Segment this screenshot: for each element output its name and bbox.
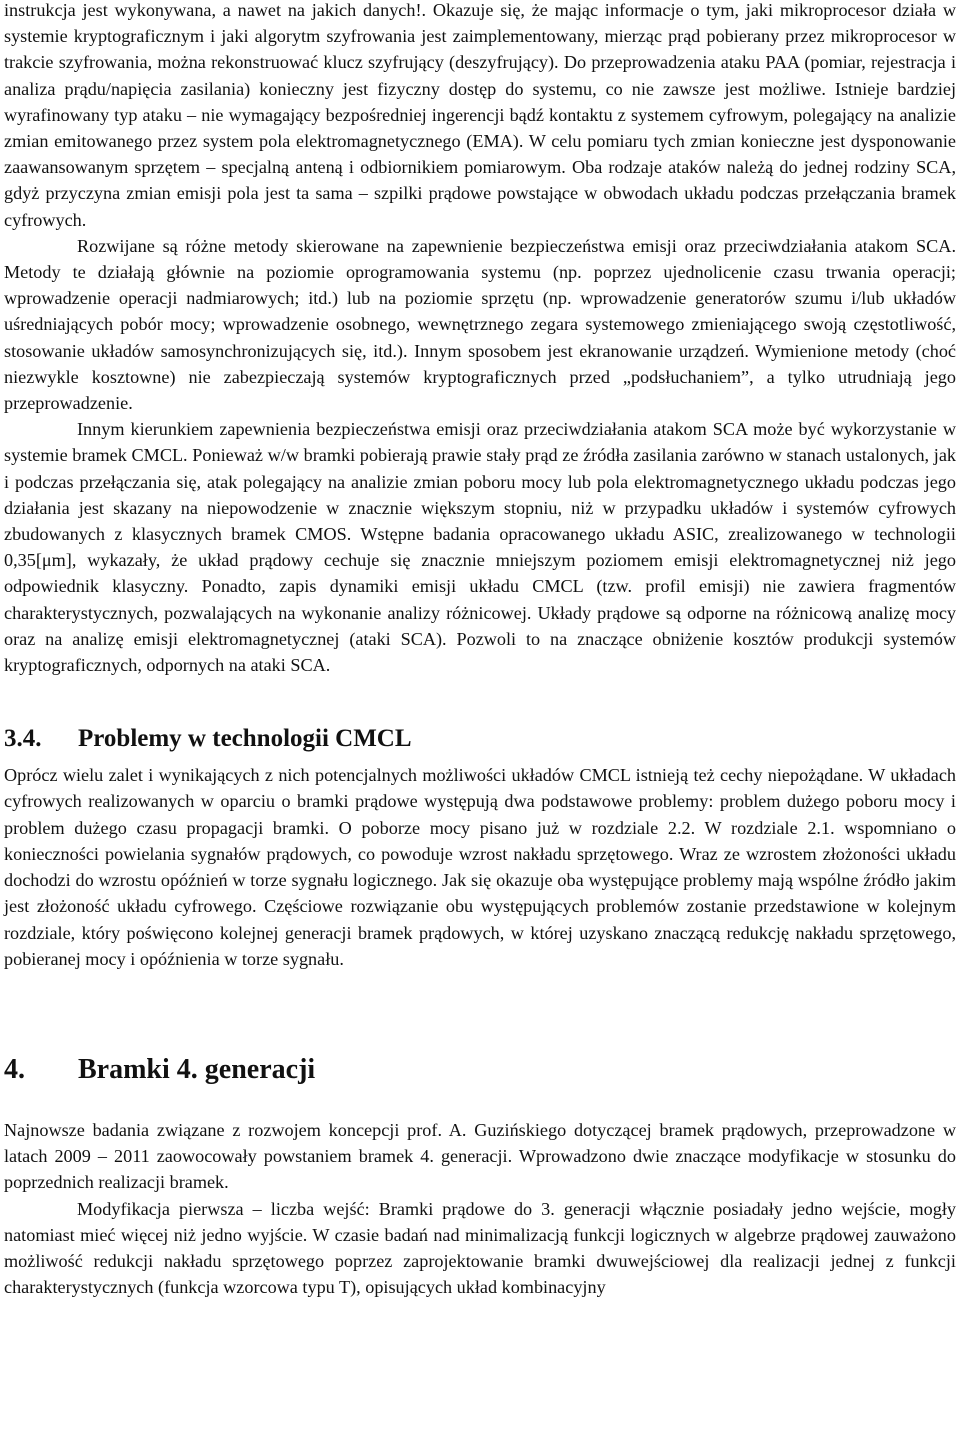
spacer — [4, 678, 956, 724]
section-title: Problemy w technologii CMCL — [78, 725, 412, 753]
chapter-number: 4. — [4, 1053, 25, 1085]
spacer — [4, 754, 956, 762]
document-page — [4, 0, 956, 1300]
paragraph-emission-attacks: instrukcja jest wykonywana, a nawet na jakich danych!. Okazuje się, że mając informacje o tym, jaki mikroprocesor działa w systemie kryptograficznym i jaki algorytm szyfrowania jest zaimplementowany, mierząc prąd pobierany przez mikroprocesor w trakcie szyfrowania, można rekonstruować klucz szyfrujący (deszyfrujący). Do przeprowadzenia ataku PAA (pomiar, rejestracja i analiza prądu/napięcia zasilania) konieczny jest fizyczny dostęp do systemu, co nie zawsze jest możliwe. Istnieje bardziej wyrafinowany typ ataku – nie wymagający bezpośredniej ingerencji bądź kontaktu z systemem cyfrowym, polegający na analizie zmian emitowanego przez system pola elektromagnetycznego (EMA). W celu pomiaru tych zmian konieczne jest dysponowanie zaawansowanym sprzętem – specjalną anteną i odbiornikiem pomiarowym. Oba rodzaje ataków należą do jednej rodziny SCA, gdyż przyczyna zmian emisji pola jest ta sama – szpilki prądowe powstające w obwodach układu podczas przełączania bramek cyfrowych. — [4, 0, 956, 230]
spacer — [4, 972, 956, 1053]
paragraph-cmcl-security: Innym kierunkiem zapewnienia bezpieczeństwa emisji oraz przeciwdziałania atakom SCA może być wykorzystanie w systemie bramek CMCL. Ponieważ w/w bramki pobierają prawie stały prąd ze źródła zasilania zarówno w stanach ustalonych, jak i podczas przełączania się, atak polegający na analizie zmian poboru mocy lub pola elektromagnetycznego układu podczas jego działania jest skazany na niepowodzenie w znacznie większym stopniu, niż w przypadku układów i systemów cyfrowych zbudowanych z klasycznych bramek CMOS. Wstępne badania opracowanego układu ASIC, zrealizowanego w technologii 0,35[μm], wykazały, że układ prądowy cechuje się znacznie mniejszym poziomem emisji elektromagnetycznej niż jego odpowiednik klasyczny. Ponadto, zapis dynamiki emisji układu CMCL (tzw. profil emisji) nie zawiera fragmentów charakterystycznych, pozwalających na wykonanie analizy różnicowej. Układy prądowe są odporne na różnicową analizę mocy oraz na analizę emisji elektromagnetycznej (ataki SCA). Pozwoli to na znaczące obniżenie kosztów produkcji systemów kryptograficznych, odpornych na ataki SCA. — [4, 419, 956, 676]
paragraph-gen4-intro: Najnowsze badania związane z rozwojem koncepcji prof. A. Guzińskiego dotyczącej bramek prądowych, przeprowadzone w latach 2009 – 2011 zaowocowały powstaniem bramek 4. generacji. Wprowadzono dwie znaczące modyfikacje w stosunku do poprzednich realizacji bramek. — [4, 1119, 956, 1193]
paragraph-gen4-modification: Modyfikacja pierwsza – liczba wejść: Bramki prądowe do 3. generacji włącznie posiadały jedno wejście, mogły natomiast mieć więcej niż jedno wyjście. W czasie badań nad minimalizacją funkcji logicznych w algebrze prądowej zauważono możliwość redukcji nakładu sprzętowego poprzez zaprojektowanie bramki dwuwejściowej dla realizacji jednej z funkcji charakterystycznych (funkcja wzorcowa typu T), opisujących układ kombinacyjny — [4, 1198, 956, 1298]
section-number: 3.4. — [4, 725, 42, 753]
paragraph-cmcl-problems: Oprócz wielu zalet i wynikających z nich potencjalnych możliwości układów CMCL istnieją też cechy niepożądane. W układach cyfrowych realizowanych w oparciu o bramki prądowe występują dwa podstawowe problemy: problem dużego poboru mocy i problem dużego czasu propagacji bramki. O poborze mocy pisano już w rozdziale 2.2. W rozdziale 2.1. wspomniano o konieczności powielania sygnałów prądowych, co powoduje wzrost nakładu sprzętowego. Wraz ze wzrostem złożoności układu dochodzi do wzrostu opóźnień w torze sygnału logicznego. Jak się okazuje oba występujące problemy mają wspólne źródło jakim jest złożoność układu cyfrowego. Częściowe rozwiązanie obu występujących problemów zostanie przedstawione w kolejnym rozdziale, który poświęcono kolejnej generacji bramek prądowych, w której uzyskano znaczącą redukcję nakładu sprzętowego, pobieranej mocy i opóźnienia w torze sygnału. — [4, 765, 956, 969]
spacer — [4, 1087, 956, 1117]
paragraph-countermeasures: Rozwijane są różne metody skierowane na zapewnienie bezpieczeństwa emisji oraz przeciwdziałania atakom SCA. Metody te działają głównie na poziomie oprogramowania systemu (np. poprzez ujednolicenie czasu trwania operacji; wprowadzenie operacji nadmiarowych; itd.) lub na poziomie sprzętu (np. wprowadzenie generatorów szumu i/lub układów uśredniających pobór mocy; wprowadzenie osobnego, wewnętrznego zegara systemowego zmieniającego swoją częstotliwość, stosowanie układów samosynchronizujących się, itd.). Innym sposobem jest ekranowanie urządzeń. Wymienione metody (choć niezwykle kosztowne) nie zabezpieczają systemów kryptograficznych przed „podsłuchaniem”, a tylko utrudniają jego przeprowadzenie. — [4, 235, 956, 414]
chapter-heading — [4, 1053, 956, 1087]
chapter-title: Bramki 4. generacji — [78, 1053, 316, 1085]
section-heading — [4, 724, 956, 754]
